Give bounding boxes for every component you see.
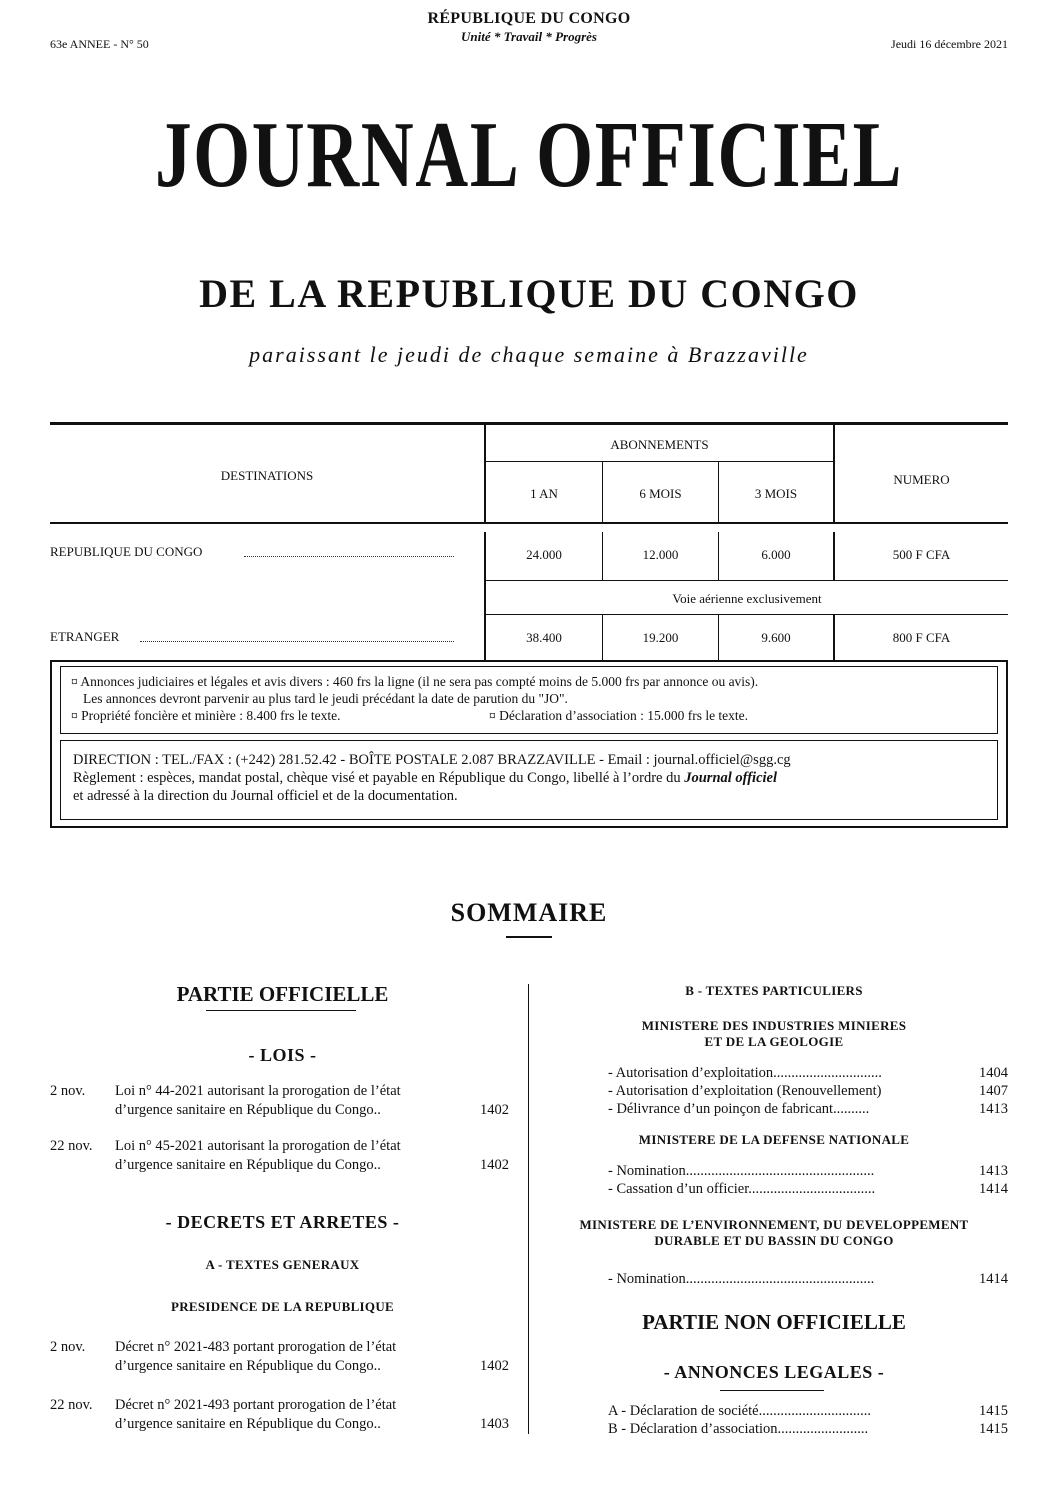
- entry-page: 1415: [979, 1421, 1008, 1437]
- textes-generaux-heading: A - TEXTES GENERAUX: [205, 1257, 360, 1272]
- entry-line: d’urgence sanitaire en République du Congo..: [115, 1416, 381, 1432]
- reglement-text: Règlement : espèces, mandat postal, chèque visé et payable en République du Congo, libellé à l’ordre du: [73, 770, 685, 786]
- entry-line: Loi n° 44-2021 autorisant la prorogation de l’état: [115, 1083, 401, 1099]
- entry-text: [115, 1396, 465, 1434]
- etranger-3mois: 9.600: [761, 630, 791, 645]
- national-motto: Unité * Travail * Progrès: [460, 29, 597, 44]
- entry-label: - Nomination....................................................: [608, 1271, 875, 1287]
- congo-6mois: 12.000: [642, 547, 679, 562]
- congo-3mois: 6.000: [761, 547, 791, 562]
- etranger-numero: 800 F CFA: [892, 630, 951, 645]
- list-item: [608, 1100, 1008, 1118]
- entry-text: [115, 1137, 465, 1175]
- entry-label: - Nomination....................................................: [608, 1163, 875, 1179]
- heading-rule: [720, 1390, 824, 1391]
- table-divider: [484, 614, 1008, 615]
- entry-date: 2 nov.: [50, 1083, 86, 1099]
- entry-label: A - Déclaration de société...............................: [608, 1403, 871, 1419]
- entry-line: Loi n° 45-2021 autorisant la prorogation de l’état: [115, 1138, 401, 1154]
- journal-name: Journal officiel: [684, 770, 778, 786]
- journal-subtitle: DE LA REPUBLIQUE DU CONGO: [199, 271, 859, 316]
- list-item: [50, 1082, 520, 1122]
- country-name: RÉPUBLIQUE DU CONGO: [427, 10, 631, 27]
- entry-label: - Autorisation d’exploitation..............................: [608, 1065, 882, 1081]
- entry-date: 22 nov.: [50, 1397, 93, 1413]
- ministere-mines-heading: [540, 1018, 1008, 1050]
- issue-date: Jeudi 16 décembre 2021: [891, 37, 1008, 51]
- row-etranger-label: ETRANGER: [50, 629, 120, 644]
- direction-box: [60, 740, 998, 820]
- col-destinations: DESTINATIONS: [220, 468, 314, 483]
- list-item: [608, 1420, 1008, 1438]
- notice-line: Les annonces devront parvenir au plus tard le jeudi précédant la date de parution du "JO".: [83, 691, 568, 706]
- column-divider: [528, 984, 529, 1434]
- entry-text: [115, 1082, 465, 1120]
- etranger-6mois: 19.200: [642, 630, 679, 645]
- entry-page: 1415: [979, 1403, 1008, 1419]
- leader-dots: [244, 556, 454, 557]
- list-item: [608, 1064, 1008, 1082]
- etranger-1an: 38.400: [526, 630, 562, 645]
- partie-non-officielle-heading: PARTIE NON OFFICIELLE: [642, 1310, 906, 1334]
- entry-page: 1402: [480, 1358, 509, 1374]
- col-1an: 1 AN: [530, 486, 558, 501]
- entry-label: - Autorisation d’exploitation (Renouvellement): [608, 1083, 882, 1099]
- journal-tagline: paraissant le jeudi de chaque semaine à Brazzaville: [249, 342, 809, 367]
- table-top-rule: [50, 422, 1008, 425]
- entry-label: - Délivrance d’un poinçon de fabricant..........: [608, 1101, 870, 1117]
- ministry-line: ET DE LA GEOLOGIE: [704, 1034, 844, 1049]
- congo-1an: 24.000: [526, 547, 562, 562]
- entry-line: d’urgence sanitaire en République du Congo..: [115, 1157, 381, 1173]
- leader-dots: [140, 641, 454, 642]
- col-6mois: 6 MOIS: [639, 486, 682, 501]
- presidence-heading: PRESIDENCE DE LA REPUBLIQUE: [170, 1299, 394, 1314]
- ministere-environnement-heading: [540, 1217, 1008, 1249]
- congo-numero: 500 F CFA: [892, 547, 951, 562]
- direction-address: et adressé à la direction du Journal officiel et de la documentation.: [73, 788, 458, 804]
- entry-line: Décret n° 2021-493 portant prorogation de l’état: [115, 1397, 397, 1413]
- entry-page: 1403: [480, 1416, 509, 1432]
- notices-box: [60, 666, 998, 734]
- entry-date: 2 nov.: [50, 1339, 86, 1355]
- list-item: [50, 1137, 520, 1177]
- entry-text: [115, 1338, 465, 1376]
- col-numero: NUMERO: [893, 472, 950, 487]
- partie-officielle-heading: PARTIE OFFICIELLE: [176, 982, 389, 1006]
- entry-label: B - Déclaration d’association.........................: [608, 1421, 869, 1437]
- ministry-line: DURABLE ET DU BASSIN DU CONGO: [654, 1233, 894, 1248]
- list-item: [50, 1396, 520, 1436]
- air-note: Voie aérienne exclusivement: [672, 591, 822, 606]
- table-divider: [484, 461, 834, 462]
- heading-rule: [206, 1010, 356, 1011]
- notice-fonciere: ¤ Propriété foncière et minière : 8.400 frs le texte.: [71, 708, 341, 723]
- col-abonnements: ABONNEMENTS: [610, 437, 709, 452]
- textes-particuliers-heading: B - TEXTES PARTICULIERS: [685, 983, 863, 998]
- ministere-defense-heading: MINISTERE DE LA DEFENSE NATIONALE: [638, 1132, 910, 1147]
- table-divider: [50, 522, 1008, 524]
- direction-contact: DIRECTION : TEL./FAX : (+242) 281.52.42 - BOÎTE POSTALE 2.087 BRAZZAVILLE - Email : journal.officiel@sgg.cg: [73, 752, 791, 768]
- list-item: [608, 1270, 1008, 1288]
- list-item: [608, 1180, 1008, 1198]
- list-item: [50, 1338, 520, 1378]
- decrets-heading: - DECRETS ET ARRETES -: [165, 1212, 400, 1232]
- annonces-heading: - ANNONCES LEGALES -: [663, 1362, 885, 1382]
- entry-page: 1414: [979, 1271, 1008, 1287]
- list-item: [608, 1082, 1008, 1100]
- list-item: [608, 1402, 1008, 1420]
- entry-page: 1414: [979, 1181, 1008, 1197]
- entry-line: d’urgence sanitaire en République du Congo..: [115, 1358, 381, 1374]
- entry-line: d’urgence sanitaire en République du Congo..: [115, 1102, 381, 1118]
- list-item: [608, 1162, 1008, 1180]
- entry-page: 1407: [979, 1083, 1008, 1099]
- entry-page: 1402: [480, 1157, 509, 1173]
- entry-line: Décret n° 2021-483 portant prorogation de l’état: [115, 1339, 397, 1355]
- journal-title: JOURNAL OFFICIEL: [154, 103, 904, 207]
- table-divider: [484, 580, 1008, 581]
- notice-line: ¤ Annonces judiciaires et légales et avis divers : 460 frs la ligne (il ne sera pas compté moins de 5.000 frs par annonce ou avis).: [71, 674, 759, 689]
- issue-number: 63e ANNEE - N° 50: [50, 37, 149, 51]
- entry-page: 1402: [480, 1102, 509, 1118]
- row-congo-label: REPUBLIQUE DU CONGO: [50, 544, 203, 559]
- entry-page: 1404: [979, 1065, 1008, 1081]
- lois-heading: - LOIS -: [248, 1045, 317, 1065]
- direction-reglement: [73, 769, 985, 787]
- sommaire-rule: [506, 936, 552, 938]
- entry-label: - Cassation d’un officier...................................: [608, 1181, 876, 1197]
- notice-association: ¤ Déclaration d’association : 15.000 frs le texte.: [489, 708, 749, 723]
- ministry-line: MINISTERE DE L’ENVIRONNEMENT, DU DEVELOPPEMENT: [579, 1217, 969, 1232]
- entry-page: 1413: [979, 1163, 1008, 1179]
- col-3mois: 3 MOIS: [754, 486, 798, 501]
- ministry-line: MINISTERE DES INDUSTRIES MINIERES: [641, 1018, 907, 1033]
- notice-line: [71, 707, 987, 724]
- entry-date: 22 nov.: [50, 1138, 93, 1154]
- entry-page: 1413: [979, 1101, 1008, 1117]
- sommaire-title: SOMMAIRE: [450, 898, 608, 927]
